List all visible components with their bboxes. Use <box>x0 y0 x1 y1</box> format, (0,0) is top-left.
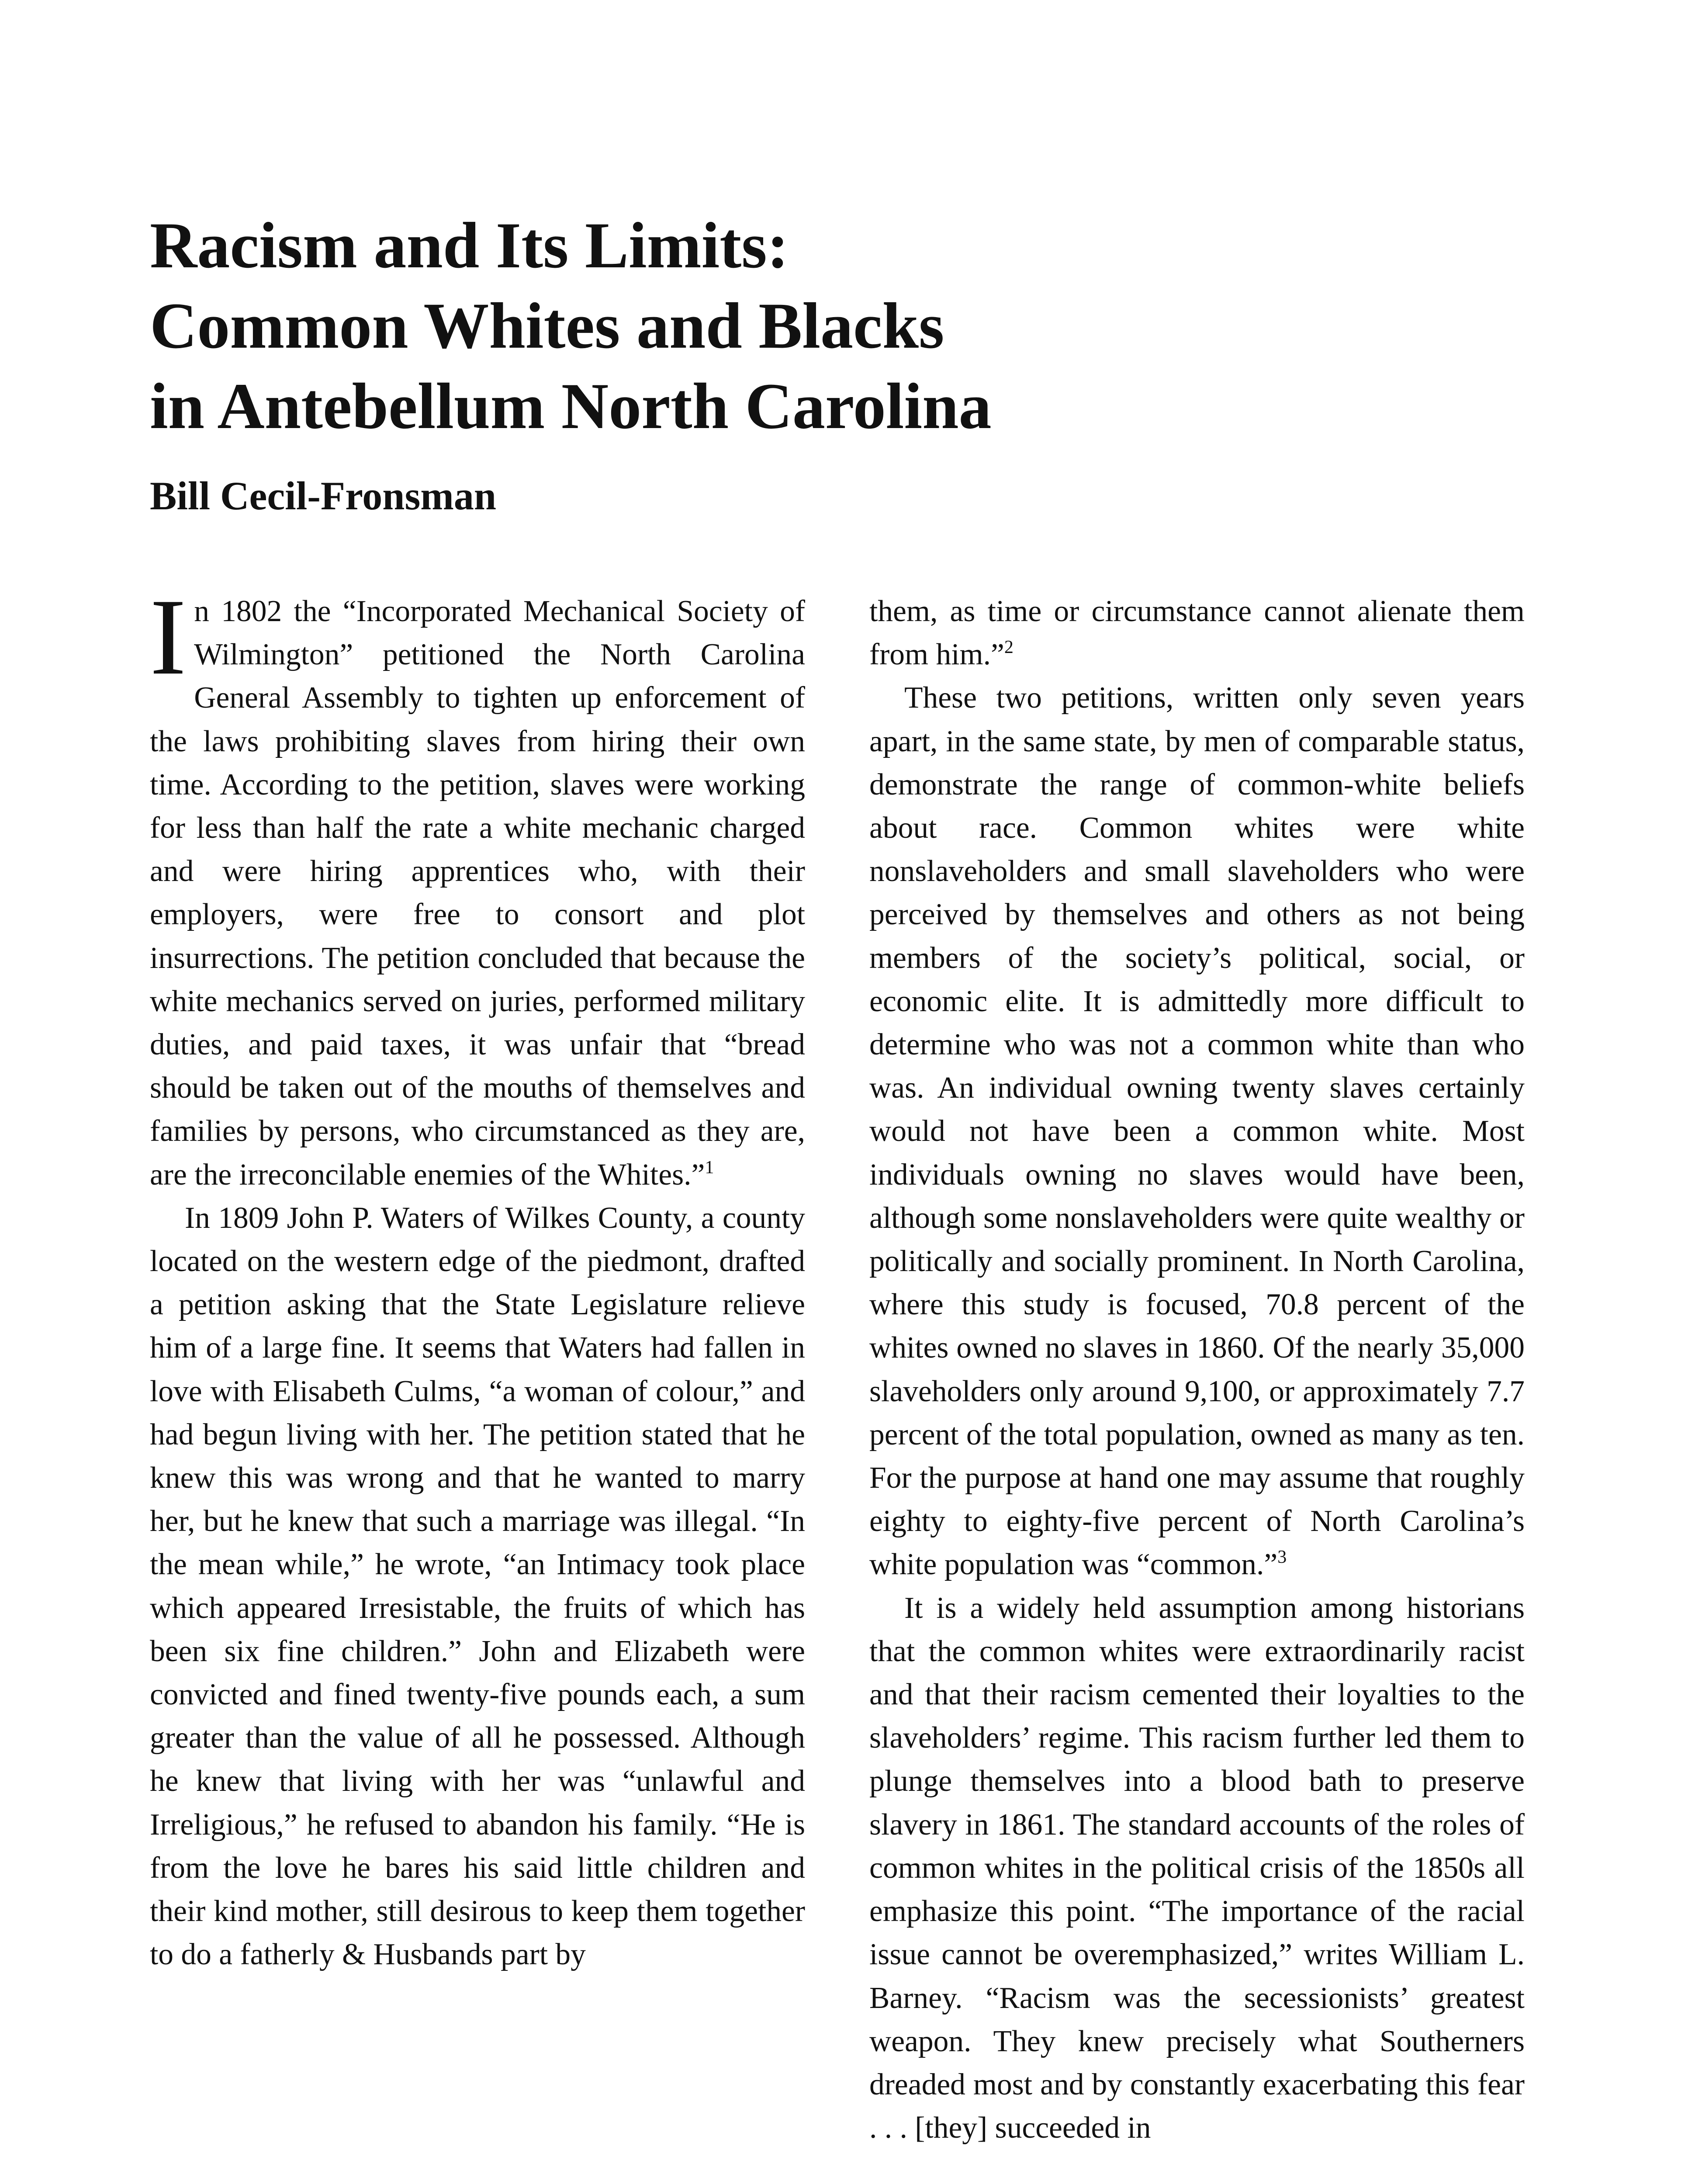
paragraph-text: n 1802 the “Incorporated Mechanical Society of Wilmington” petitioned the North Carolina General Assembly to tighten up enforcement of the laws prohibiting slaves from hiring their own time. According to the petition, slaves were working for less than half the rate a white mechanic charged and were hiring apprentices who, with their employers, were free to consort and plot insurrections. The petition concluded that because the white mechanics served on juries, performed military duties, and paid taxes, it was unfair that “bread should be taken out of the mouths of themselves and families by persons, who circumstanced as they are, are the irreconcilable enemies of the Whites.” <box>150 594 805 1192</box>
paragraph-text: These two petitions, written only seven years apart, in the same state, by men of comparable status, demonstrate the range of common-white beliefs about race. Common whites were white nonslaveholders and small slaveholders who were perceived by themselves and others as not being members of the society’s political, social, or economic elite. It is admittedly more difficult to determine who was not a common white than who was. An individual owning twenty slaves certainly would not have been a common white. Most individuals owning no slaves would have been, although some nonslaveholders were quite wealthy or politically and socially prominent. In North Carolina, where this study is focused, 70.8 percent of the whites owned no slaves in 1860. Of the nearly 35,000 slaveholders only around 9,100, or approximately 7.7 percent of the total population, owned as many as ten. For the purpose at hand one may assume that roughly eighty to eighty-five percent of North Carolina’s white population was “common.” <box>869 681 1525 1582</box>
title-line: Racism and Its Limits: <box>150 209 789 282</box>
paragraph: It is a widely held assumption among historians that the common whites were extraordinarily racist and that their racism cemented their loyalties to the slaveholders’ regime. This racism further led them to plunge themselves into a blood bath to preserve slavery in 1861. The standard accounts of the roles of common whites in the political crisis of the 1850s all emphasize this point. “The importance of the racial issue cannot be overemphasized,” writes William L. Barney. “Racism was the secessionists’ greatest weapon. They knew precisely what Southerners dreaded most and by constantly exacerbating this fear . . . [they] succeeded in <box>869 1591 1525 2145</box>
right-column <box>869 590 1525 2149</box>
paragraph <box>869 590 1525 676</box>
drop-cap: I <box>150 577 187 698</box>
paragraph <box>869 676 1525 1586</box>
author-byline: Bill Cecil-Fronsman <box>150 473 497 518</box>
paragraph-text: them, as time or circumstance cannot alienate them from him.” <box>869 594 1525 672</box>
paragraph: In 1809 John P. Waters of Wilkes County, a county located on the western edge of the piedmont, drafted a petition asking that the State Legislature relieve him of a large fine. It seems that Waters had fallen in love with Elisabeth Culms, “a woman of colour,” and had begun living with her. The petition stated that he knew this was wrong and that he wanted to marry her, but he knew that such a marriage was illegal. “In the mean while,” he wrote, “an Intimacy took place which appeared Irresistable, the fruits of which has been six fine children.” John and Elizabeth were convicted and fined twenty-five pounds each, a sum greater than the value of all he possessed. Although he knew that living with her was “unlawful and Irreligious,” he refused to abandon his family. “He is from the love he bares his said little children and their kind mother, still desirous to keep them together to do a fatherly & Husbands part by <box>150 1201 805 1972</box>
left-column <box>150 577 805 1977</box>
footnote-ref: 2 <box>1004 637 1014 658</box>
title-line: in Antebellum North Carolina <box>150 370 992 442</box>
title-line: Common Whites and Blacks <box>150 290 944 362</box>
footnote-ref: 1 <box>705 1157 714 1178</box>
opening-paragraph <box>150 577 805 1196</box>
footnote-ref: 3 <box>1277 1547 1287 1568</box>
article-title <box>150 205 1591 446</box>
